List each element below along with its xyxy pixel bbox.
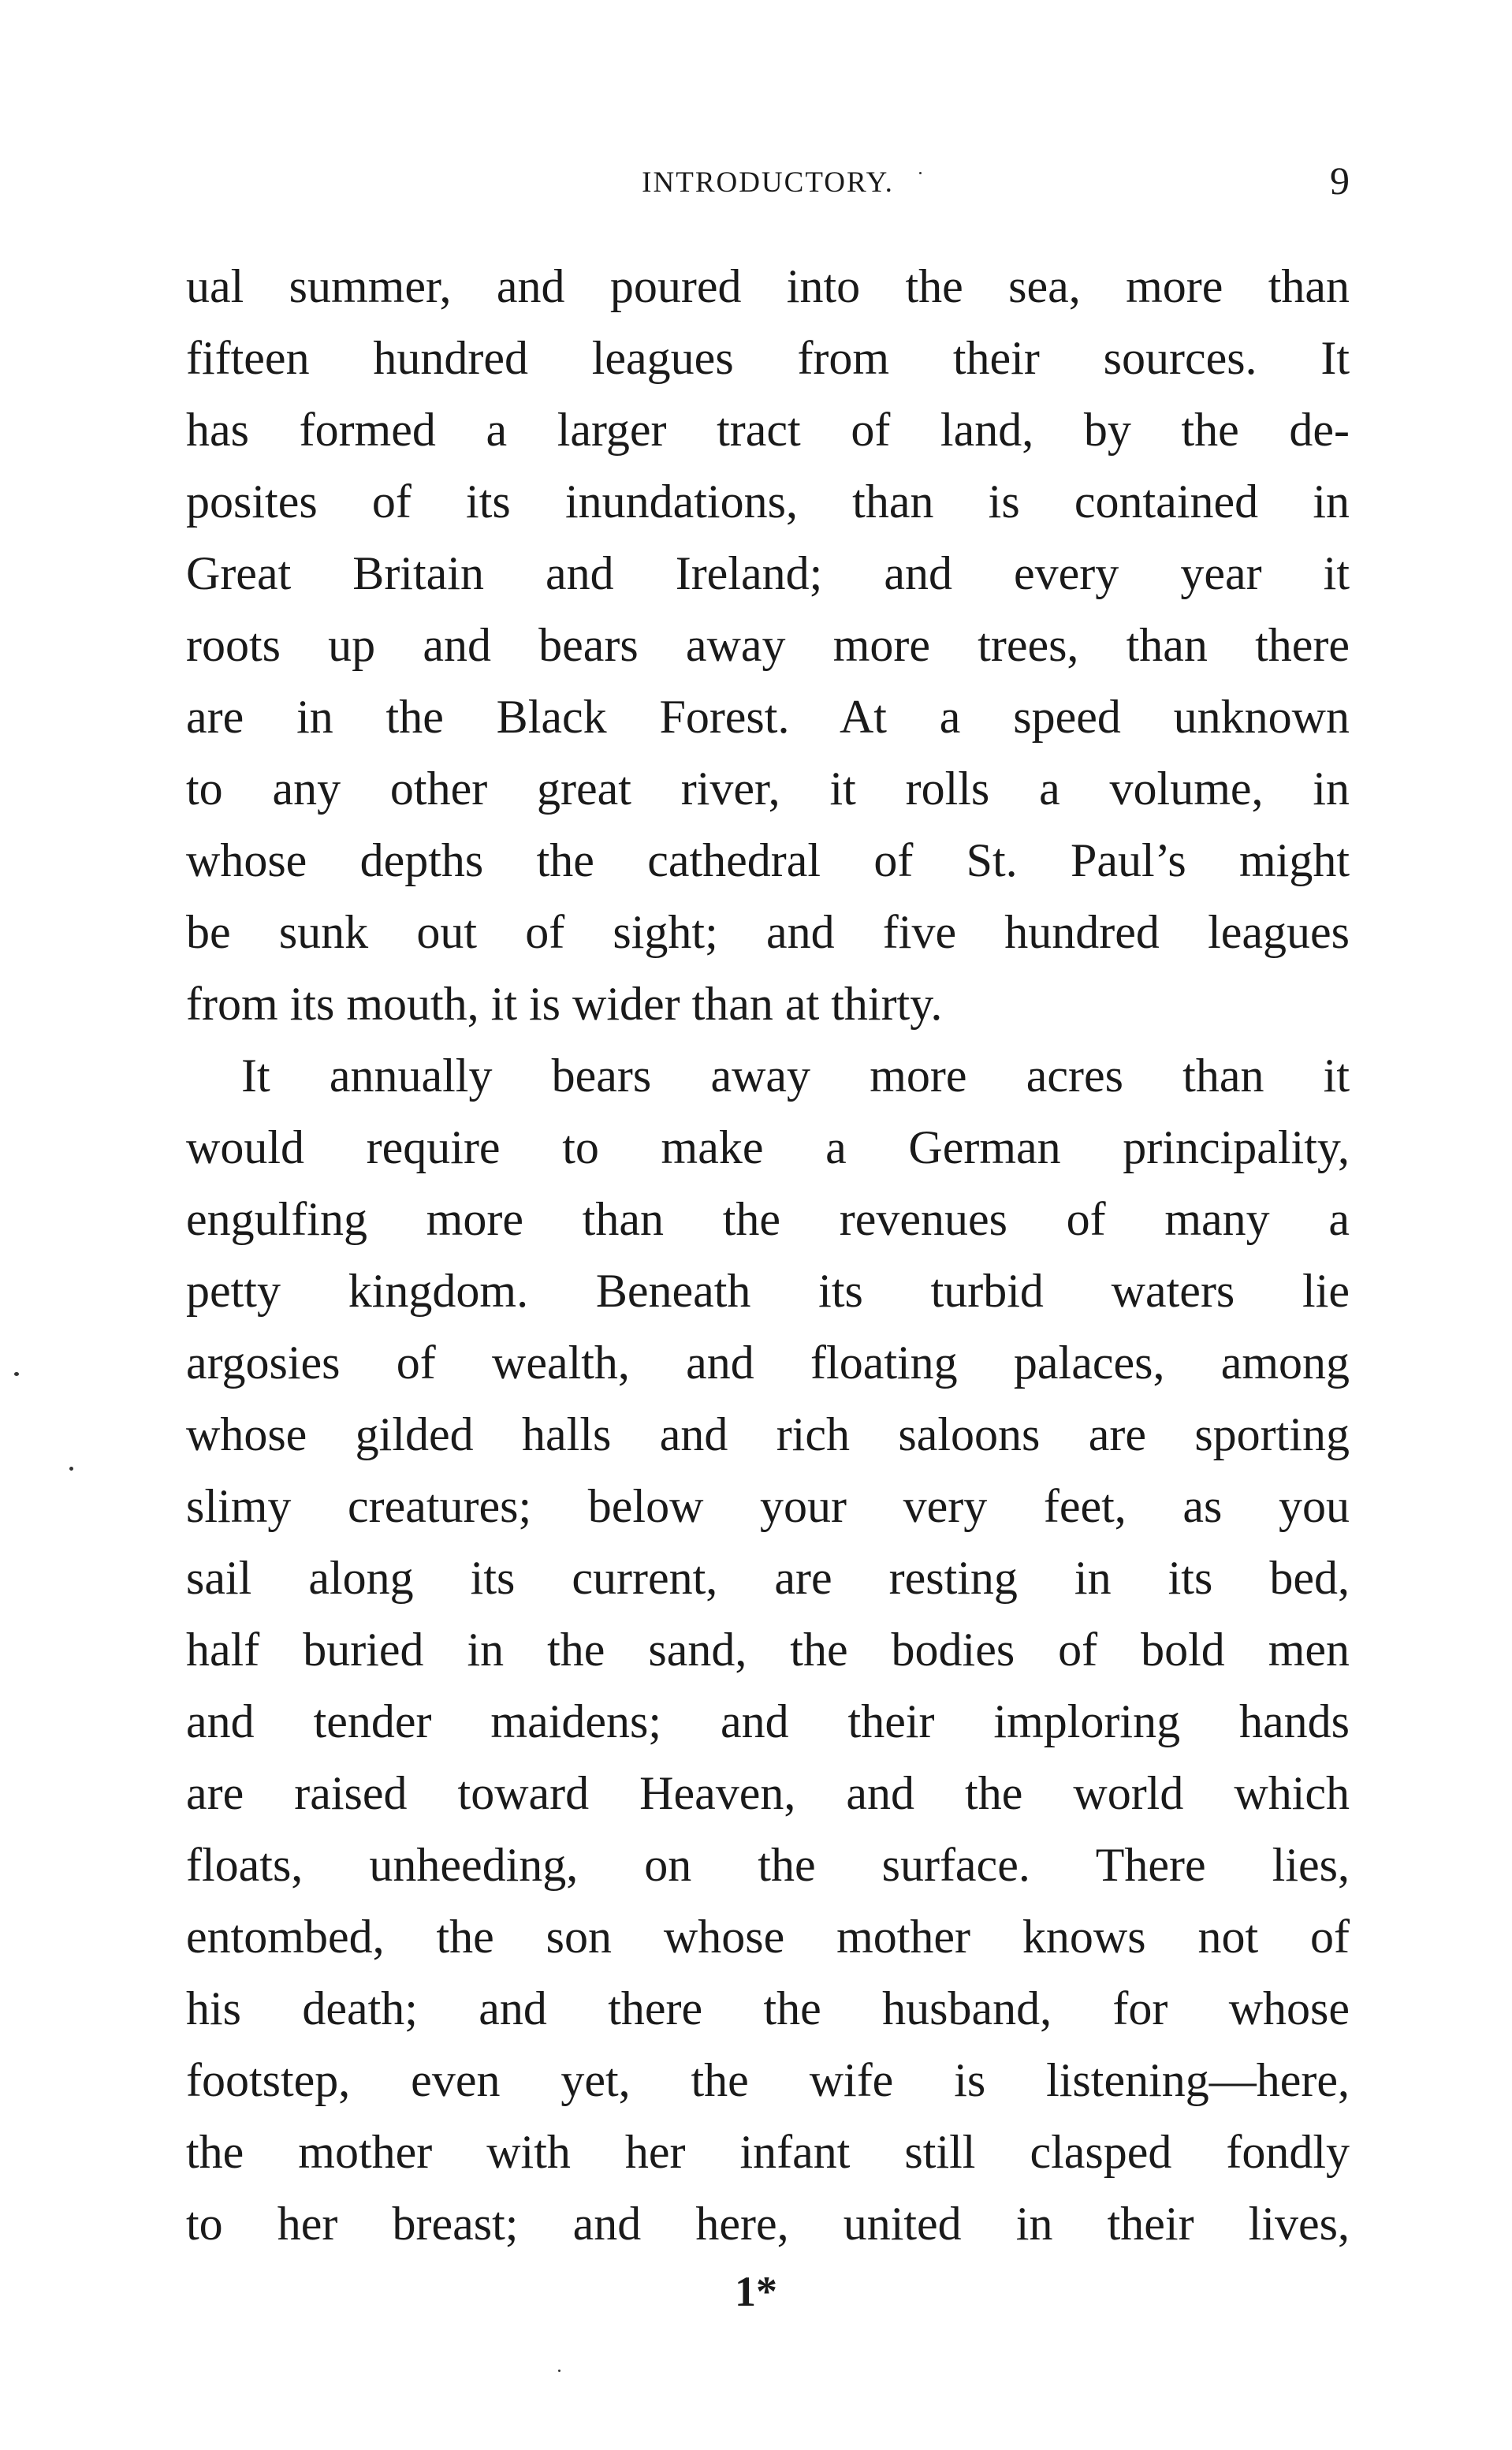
- text-line: petty kingdom. Beneath its turbid waters lie: [186, 1265, 1350, 1317]
- text-line: are in the Black Forest. At a speed unknown: [186, 691, 1350, 743]
- text-line: posites of its inundations, than is contained in: [186, 475, 1350, 528]
- text-line: ual summer, and poured into the sea, more than: [186, 260, 1350, 312]
- text-line: entombed, the son whose mother knows not of: [186, 1911, 1350, 1963]
- text-line: and tender maidens; and their imploring hands: [186, 1695, 1350, 1747]
- text-line: whose gilded halls and rich saloons are sporting: [186, 1408, 1350, 1460]
- text-line: are raised toward Heaven, and the world which: [186, 1767, 1350, 1819]
- paragraph-start-line: It annually bears away more acres than it: [241, 1050, 1350, 1102]
- body-text: [186, 251, 1350, 2260]
- text-line: sail along its current, are resting in its bed,: [186, 1552, 1350, 1604]
- paragraph-end-line: from its mouth, it is wider than at thirty.: [186, 978, 943, 1030]
- text-line: be sunk out of sight; and five hundred leagues: [186, 906, 1350, 958]
- ink-speck: [14, 1372, 19, 1376]
- page-number: 9: [1330, 158, 1350, 203]
- text-line: roots up and bears away more trees, than there: [186, 619, 1350, 671]
- text-line: to her breast; and here, united in their lives,: [186, 2198, 1350, 2250]
- text-line: fifteen hundred leagues from their sources. It: [186, 332, 1350, 384]
- running-head: [186, 158, 1350, 205]
- text-line: footstep, even yet, the wife is listening—here,: [186, 2054, 1350, 2106]
- text-line: has formed a larger tract of land, by the de-: [186, 404, 1350, 456]
- signature-mark: 1*: [735, 2268, 777, 2315]
- text-line: half buried in the sand, the bodies of bold men: [186, 1624, 1350, 1676]
- text-line: whose depths the cathedral of St. Paul’s might: [186, 834, 1350, 886]
- text-line: slimy creatures; below your very feet, as you: [186, 1480, 1350, 1532]
- running-title: INTRODUCTORY.: [642, 166, 894, 199]
- text-line: the mother with her infant still clasped fondly: [186, 2126, 1350, 2178]
- text-line: his death; and there the husband, for whose: [186, 1982, 1350, 2034]
- text-line: floats, unheeding, on the surface. There lies,: [186, 1839, 1350, 1891]
- text-line: argosies of wealth, and floating palaces, among: [186, 1337, 1350, 1389]
- ink-speck: [69, 1467, 73, 1471]
- text-line: to any other great river, it rolls a volume, in: [186, 763, 1350, 815]
- ink-speck: [558, 2370, 560, 2372]
- ink-speck: [919, 172, 922, 174]
- text-line: engulfing more than the revenues of many a: [186, 1193, 1350, 1245]
- text-line: Great Britain and Ireland; and every year it: [186, 547, 1350, 599]
- text-line: would require to make a German principality,: [186, 1121, 1350, 1173]
